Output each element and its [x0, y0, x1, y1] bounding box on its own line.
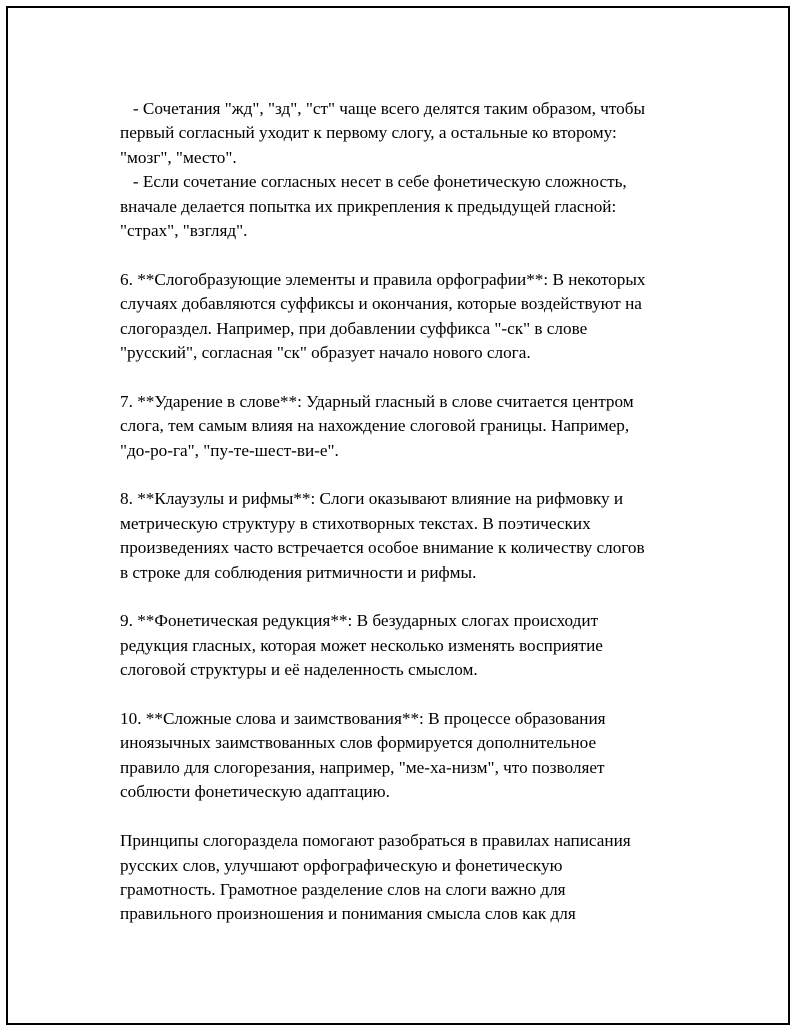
text-line: метрическую структуру в стихотворных текстах. В поэтических — [120, 513, 591, 533]
text-line: иноязычных заимствованных слов формируется дополнительное — [120, 733, 597, 753]
paragraph-item-9 — [120, 609, 710, 682]
text-line: правильного произношения и понимания смысла слов как для — [120, 904, 576, 924]
text-line: редукция гласных, которая может несколько изменять восприятие — [120, 635, 603, 655]
text-line: произведениях часто встречается особое внимание к количеству слогов — [120, 538, 645, 558]
paragraph-conclusion — [120, 829, 710, 927]
paragraph-gap — [120, 585, 710, 609]
text-line: "страх", "взгляд". — [120, 221, 248, 241]
text-line: слоговой структуры и её наделенность смыслом. — [120, 660, 478, 680]
paragraph-gap — [120, 365, 710, 389]
text-line: первый согласный уходит к первому слогу, а остальные ко второму: — [120, 123, 617, 143]
text-line: соблюсти фонетическую адаптацию. — [120, 782, 390, 802]
text-line: случаях добавляются суффиксы и окончания, которые воздействуют на — [120, 294, 642, 314]
paragraph-item-8 — [120, 487, 710, 585]
text-line: слогораздел. Например, при добавлении суффикса "-ск" в слове — [120, 318, 588, 338]
paragraph-gap — [120, 805, 710, 829]
text-line: "до-ро-га", "пу-те-шест-ви-е". — [120, 440, 339, 460]
paragraph-item-6 — [120, 268, 710, 366]
text-line: русских слов, улучшают орфографическую и фонетическую — [120, 855, 563, 875]
text-line: 9. **Фонетическая редукция**: В безударных слогах происходит — [120, 611, 599, 631]
paragraph-item-7 — [120, 390, 710, 463]
paragraph-gap — [120, 463, 710, 487]
text-line: вначале делается попытка их прикрепления к предыдущей гласной: — [120, 196, 617, 216]
text-line: - Если сочетание согласных несет в себе фонетическую сложность, — [120, 172, 627, 192]
paragraph-gap — [120, 683, 710, 707]
document-body — [120, 97, 710, 927]
text-line: 7. **Ударение в слове**: Ударный гласный в слове считается центром — [120, 391, 634, 411]
text-line: 6. **Слогобразующие элементы и правила орфографии**: В некоторых — [120, 269, 646, 289]
text-line: "мозг", "место". — [120, 147, 237, 167]
paragraph-list-continuation — [120, 97, 710, 243]
text-line: "русский", согласная "ск" образует начало нового слога. — [120, 343, 531, 363]
text-line: слога, тем самым влияя на нахождение слоговой границы. Например, — [120, 416, 630, 436]
text-line: 8. **Клаузулы и рифмы**: Слоги оказывают влияние на рифмовку и — [120, 489, 624, 509]
text-line: грамотность. Грамотное разделение слов на слоги важно для — [120, 879, 566, 899]
text-line: Принципы слогораздела помогают разобраться в правилах написания — [120, 831, 631, 851]
paragraph-item-10 — [120, 707, 710, 805]
document-page — [6, 6, 790, 1025]
text-line: - Сочетания "жд", "зд", "ст" чаще всего делятся таким образом, чтобы — [120, 99, 646, 118]
text-line: в строке для соблюдения ритмичности и рифмы. — [120, 562, 477, 582]
text-line: правило для слогорезания, например, "ме-ха-низм", что позволяет — [120, 757, 605, 777]
text-line: 10. **Сложные слова и заимствования**: В процессе образования — [120, 709, 606, 729]
paragraph-gap — [120, 243, 710, 267]
